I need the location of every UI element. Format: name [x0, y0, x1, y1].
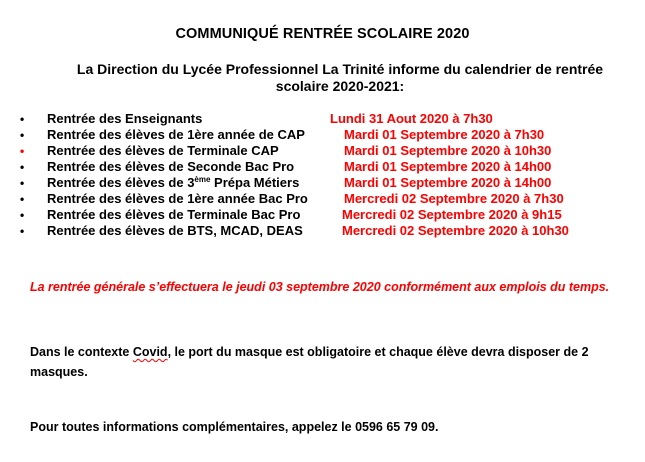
schedule-list: [0, 111, 645, 239]
schedule-date: Mardi 01 Septembre 2020 à 14h00: [344, 159, 552, 174]
bullet-icon: •: [20, 176, 25, 190]
schedule-audience: Rentrée des élèves de BTS, MCAD, DEAS: [47, 223, 303, 238]
general-notice: La rentrée générale s’effectuera le jeudi 03 septembre 2020 conformément aux emplois du temps.: [30, 280, 610, 294]
page-title: COMMUNIQUÉ RENTRÉE SCOLAIRE 2020: [175, 26, 470, 42]
ordinal-superscript: ème: [194, 175, 211, 184]
audience-prefix: Rentrée des élèves de 3: [47, 175, 195, 190]
covid-text-after: , le port du masque est obligatoire et chaque élève devra disposer de 2 masques.: [30, 345, 589, 379]
schedule-date: Mardi 01 Septembre 2020 à 14h00: [344, 175, 552, 190]
schedule-audience: Rentrée des élèves de 1ère année de CAP: [47, 127, 305, 142]
schedule-date: Mardi 01 Septembre 2020 à 7h30: [344, 127, 545, 142]
schedule-date: Mercredi 02 Septembre 2020 à 10h30: [342, 223, 569, 238]
covid-text-before: Dans le contexte: [30, 345, 133, 359]
audience-suffix: Prépa Métiers: [210, 175, 300, 190]
bullet-icon: •: [20, 128, 25, 142]
schedule-audience: Rentrée des élèves de Terminale CAP: [47, 143, 279, 158]
schedule-date: Mercredi 02 Septembre 2020 à 9h15: [342, 207, 562, 222]
bullet-icon: •: [20, 112, 25, 126]
bullet-icon: •: [20, 208, 25, 222]
spellcheck-flagged-word: Covid: [132, 345, 168, 359]
bullet-icon: •: [20, 144, 25, 158]
bullet-icon: •: [20, 224, 25, 238]
list-item: [0, 111, 645, 127]
schedule-date: Lundi 31 Aout 2020 à 7h30: [330, 111, 493, 126]
list-item: [0, 175, 645, 191]
bullet-icon: •: [20, 160, 25, 174]
schedule-audience: Rentrée des élèves de 1ère année Bac Pro: [47, 191, 308, 206]
list-item: [0, 191, 645, 207]
intro-paragraph: La Direction du Lycée Professionnel La Trinité informe du calendrier de rentrée scolaire 2020-2021:: [76, 61, 604, 94]
schedule-audience: Rentrée des élèves de Terminale Bac Pro: [47, 207, 301, 222]
schedule-date: Mardi 01 Septembre 2020 à 10h30: [344, 143, 552, 158]
list-item: [0, 127, 645, 143]
bullet-icon: •: [20, 192, 25, 206]
schedule-date: Mercredi 02 Septembre 2020 à 7h30: [344, 191, 564, 206]
schedule-audience: [47, 175, 299, 191]
list-item: [0, 143, 645, 159]
schedule-audience: Rentrée des élèves de Seconde Bac Pro: [47, 159, 295, 174]
list-item: [0, 159, 645, 175]
contact-line: Pour toutes informations complémentaires, appelez le 0596 65 79 09.: [30, 420, 439, 434]
covid-notice: [30, 342, 620, 382]
list-item: [0, 223, 645, 239]
schedule-audience: Rentrée des Enseignants: [47, 111, 203, 126]
list-item: [0, 207, 645, 223]
